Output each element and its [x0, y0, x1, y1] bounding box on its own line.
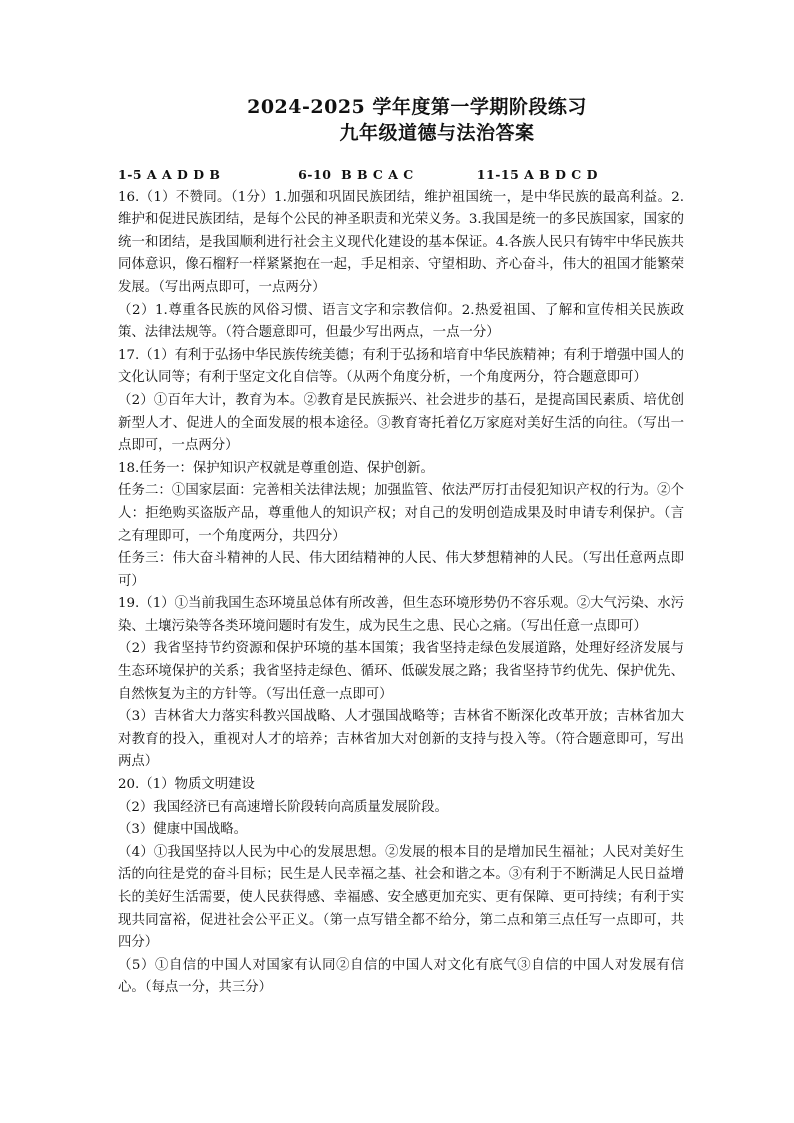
paragraph-q16-1: 16.（1）不赞同。（1分）1.加强和巩固民族团结，维护祖国统一，是中华民族的最高利益。2.维护和促进民族团结，是每个公民的神圣职责和光荣义务。3.我国是统一的多民族国家，国家的统一和团结，是我国顺利进行社会主义现代化建设的基本保证。4.各族人民只有铸牢中华民族共同体意识，像石榴籽一样紧紧抱在一起，手足相亲、守望相助、齐心奋斗，伟大的祖国才能繁荣发展。（写出两点即可，一点两分）: [118, 189, 684, 295]
paragraph-q19-1: 19.（1）①当前我国生态环境虽总体有所改善，但生态环境形势仍不容乐观。②大气污染、水污染、土壤污染等各类环境问题时有发生，成为民生之患、民心之痛。（写出任意一点即可）: [118, 596, 684, 634]
paragraph-q19-3: （3）吉林省大力落实科教兴国战略、人才强国战略等；吉林省不断深化改革开放；吉林省加大对教育的投入，重视对人才的培养；吉林省加大对创新的支持与投入等。（符合题意即可，写出两点）: [118, 709, 684, 770]
paragraph-q20-4: （4）①我国坚持以人民为中心的发展思想。②发展的根本目的是增加民生福祉；人民对美好生活的向往是党的奋斗目标；民生是人民幸福之基、社会和谐之本。③有利于不断满足人民日益增长的美好生活需要，使人民获得感、幸福感、安全感更加充实、更有保障、更可持续；有利于实现共同富裕，促进社会公平正义。（第一点写错全都不给分，第二点和第三点任写一点即可，共四分）: [118, 844, 684, 951]
paragraph-q20-2: （2）我国经济已有高速增长阶段转向高质量发展阶段。: [118, 799, 448, 815]
paragraph-q16-2: （2）1.尊重各民族的风俗习惯、语言文字和宗教信仰。2.热爱祖国、了解和宣传相关民族政策、法律法规等。（符合题意即可，但最少写出两点，一点一分）: [118, 302, 684, 341]
paragraph-q18-task1: 18.任务一：保护知识产权就是尊重创造、保护创新。: [118, 460, 434, 476]
paragraph-q20-3: （3）健康中国战略。: [118, 822, 248, 838]
choice-answers: 1-5 A A D D B 6-10 B B C A C 11-15 A B D C D: [118, 167, 598, 182]
document-subtitle: 九年级道德与法治答案: [339, 122, 535, 144]
answer-content: [118, 164, 684, 1000]
paragraph-q20-1: 20.（1）物质文明建设: [118, 777, 255, 793]
paragraph-q19-2: （2）我省坚持节约资源和保护环境的基本国策；我省坚持走绿色发展道路，处理好经济发展与生态环境保护的关系；我省坚持走绿色、循环、低碳发展之路；我省坚持节约优先、保护优先、自然恢复为主的方针等。（写出任意一点即可）: [118, 641, 684, 702]
paragraph-q17-2: （2）①百年大计，教育为本。②教育是民族振兴、社会进步的基石，是提高国民素质、培优创新型人才、促进人的全面发展的根本途径。③教育寄托着亿万家庭对美好生活的向往。（写出一点即可，一点两分）: [118, 392, 684, 454]
paragraph-q18-task3: 任务三：伟大奋斗精神的人民、伟大团结精神的人民、伟大梦想精神的人民。（写出任意两点即可）: [118, 551, 684, 589]
paragraph-q18-task2: 任务二：①国家层面：完善相关法律法规；加强监管、依法严厉打击侵犯知识产权的行为。②个人：拒绝购买盗版产品，尊重他人的知识产权；对自己的发明创造成果及时申请专利保护。（言之有理即可，一个角度两分，共四分）: [118, 483, 684, 544]
paragraph-q20-5: （5）①自信的中国人对国家有认同②自信的中国人对文化有底气③自信的中国人对发展有信心。（每点一分，共三分）: [118, 957, 684, 996]
document-title: 2024-2025 学年度第一学期阶段练习: [247, 96, 587, 118]
paragraph-q17-1: 17.（1）有利于弘扬中华民族传统美德；有利于弘扬和培育中华民族精神；有利于增强中国人的文化认同等；有利于坚定文化自信等。（从两个角度分析，一个角度两分，符合题意即可）: [118, 347, 684, 386]
